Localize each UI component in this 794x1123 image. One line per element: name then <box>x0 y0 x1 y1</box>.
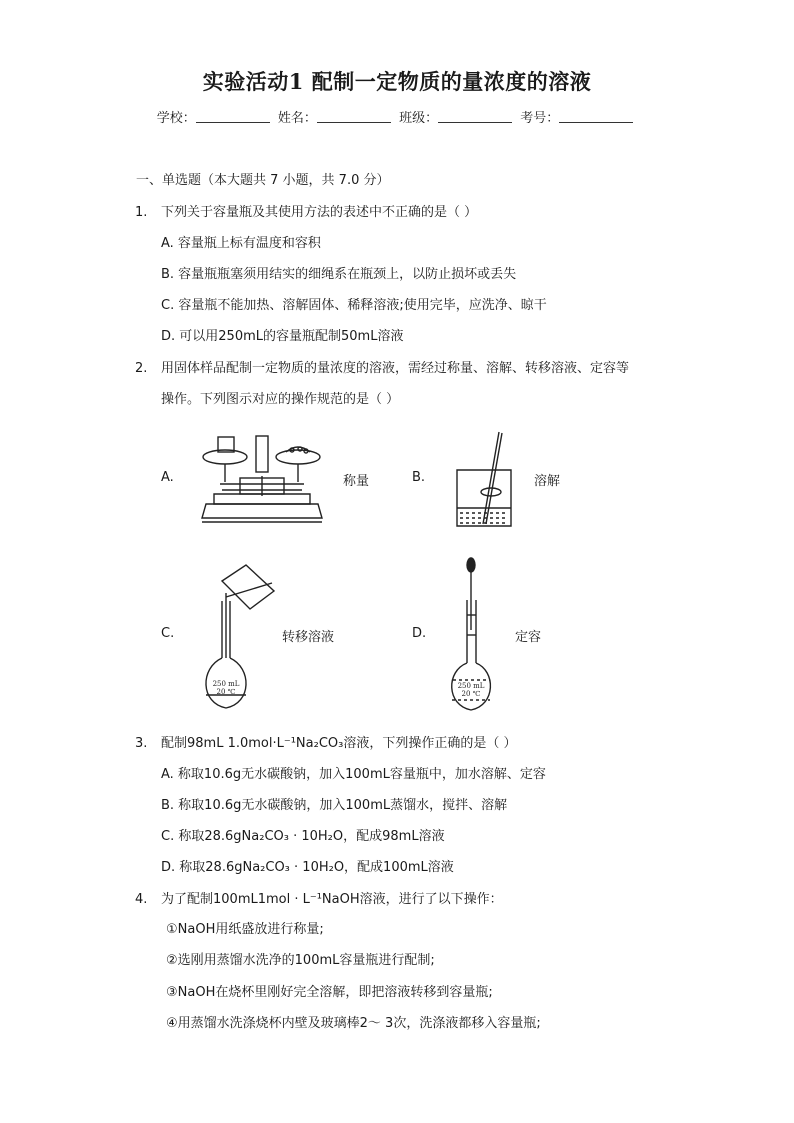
name-blank[interactable] <box>317 110 391 123</box>
q3-option-c[interactable]: C. 称取28.6gNa₂CO₃ · 10H₂O，配成98mL溶液 <box>161 829 445 844</box>
section-heading: 一、单选题（本大题共 7 小题，共 7.0 分） <box>136 173 390 188</box>
q4-number: 4. <box>135 892 148 907</box>
q2-stem-line2: 操作。下列图示对应的操作规范的是（ ） <box>161 392 400 407</box>
q2-option-b-letter[interactable]: B. <box>412 470 426 485</box>
q3-stem: 配制98mL 1.0mol·L⁻¹Na₂CO₃溶液，下列操作正确的是（ ） <box>161 736 517 751</box>
transfer-solution-illustration <box>190 563 280 713</box>
q4-step-2: ②选刚用蒸馏水洗净的100mL容量瓶进行配制; <box>166 953 435 968</box>
page-title: 实验活动1 配制一定物质的量浓度的溶液 <box>202 69 592 94</box>
class-label: 班级： <box>399 111 439 126</box>
q3-option-b[interactable]: B. 称取10.6g无水碳酸钠，加入100mL蒸馏水，搅拌、溶解 <box>161 798 508 813</box>
balance-illustration <box>200 432 325 527</box>
class-blank[interactable] <box>438 110 512 123</box>
q1-number: 1. <box>135 205 148 220</box>
name-label: 姓名： <box>277 111 317 126</box>
q4-stem: 为了配制100mL1mol · L⁻¹NaOH溶液，进行了以下操作： <box>161 892 503 907</box>
q4-step-3: ③NaOH在烧杯里刚好完全溶解，即把溶液转移到容量瓶; <box>166 985 493 1000</box>
q2-option-c-label: 转移溶液 <box>282 630 335 645</box>
number-blank[interactable] <box>559 110 633 123</box>
number-label: 考号： <box>520 111 560 126</box>
beaker-stirring-illustration <box>455 430 515 530</box>
make-to-volume-illustration <box>448 555 498 715</box>
q2-option-b-label: 溶解 <box>534 474 561 489</box>
q2-stem-line1: 用固体样品配制一定物质的量浓度的溶液，需经过称量、溶解、转移溶液、定容等 <box>161 361 630 376</box>
q4-step-4: ④用蒸馏水洗涤烧杯内壁及玻璃棒2～ 3次，洗涤液都移入容量瓶; <box>166 1016 541 1031</box>
flask-d-capacity: 250 mL <box>457 682 485 690</box>
q3-option-a[interactable]: A. 称取10.6g无水碳酸钠，加入100mL容量瓶中，加水溶解、定容 <box>161 767 546 782</box>
q3-number: 3. <box>135 736 148 751</box>
q4-step-1: ①NaOH用纸盛放进行称量; <box>166 922 324 937</box>
q1-stem: 下列关于容量瓶及其使用方法的表述中不正确的是（ ） <box>161 205 478 220</box>
school-blank[interactable] <box>196 110 270 123</box>
q2-option-d-label: 定容 <box>515 630 542 645</box>
q3-option-d[interactable]: D. 称取28.6gNa₂CO₃ · 10H₂O，配成100mL溶液 <box>161 860 454 875</box>
q1-option-b[interactable]: B. 容量瓶瓶塞须用结实的细绳系在瓶颈上，以防止损坏或丢失 <box>161 267 517 282</box>
student-info-line <box>0 107 794 126</box>
q2-number: 2. <box>135 361 148 376</box>
flask-d-temperature: 20 ℃ <box>461 690 481 698</box>
q2-option-d-letter[interactable]: D. <box>412 626 427 641</box>
q2-option-a-label: 称量 <box>343 474 370 489</box>
q1-option-d[interactable]: D. 可以用250mL的容量瓶配制50mL溶液 <box>161 329 404 344</box>
q1-option-c[interactable]: C. 容量瓶不能加热、溶解固体、稀释溶液;使用完毕，应洗净、晾干 <box>161 298 547 313</box>
flask-c-capacity: 250 mL <box>212 680 240 688</box>
q1-option-a[interactable]: A. 容量瓶上标有温度和容积 <box>161 236 321 251</box>
flask-c-temperature: 20 ℃ <box>216 688 236 696</box>
school-label: 学校： <box>156 111 196 126</box>
q2-option-c-letter[interactable]: C. <box>161 626 175 641</box>
q2-option-a-letter[interactable]: A. <box>161 470 174 485</box>
